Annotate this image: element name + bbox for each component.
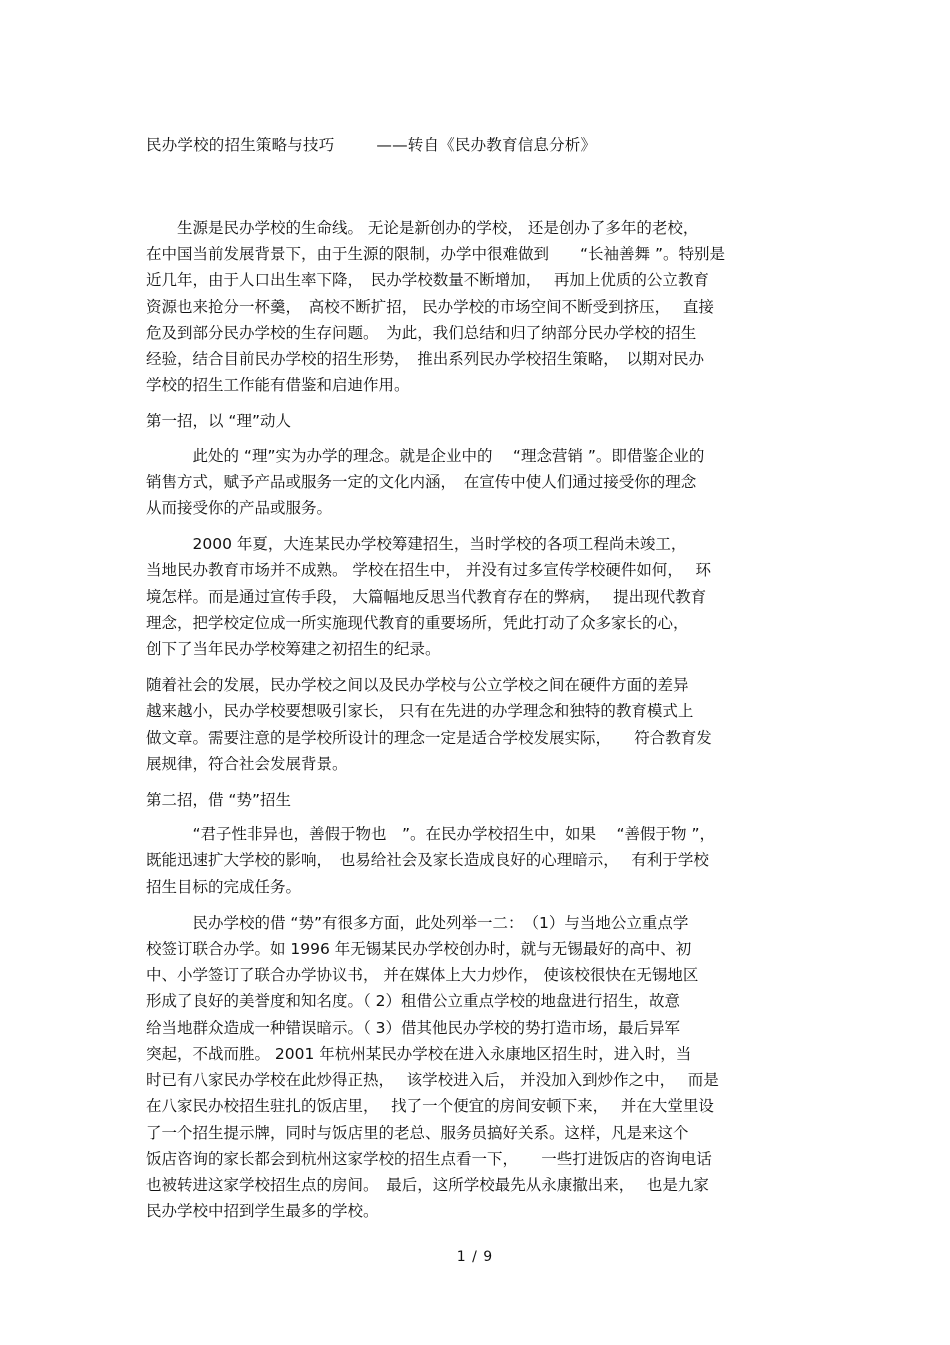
document-body [146,215,808,1224]
paragraph-line: 生源是民办学校的生命线。 无论是新创办的学校， 还是创办了多年的老校， [146,219,699,237]
document-title [146,133,596,155]
paragraph-line: 既能迅速扩大学校的影响， 也易给社会及家长造成良好的心理暗示， 有利于学校 [146,851,709,870]
paragraph-line: 越来越小，民办学校要想吸引家长， 只有在先进的办学理念和独特的教育模式上 [146,702,694,721]
paragraph-line: 当地民办教育市场并不成熟。 学校在招生中， 并没有过多宣传学校硬件如何， 环 [146,561,712,580]
paragraph-line: 近几年，由于人口出生率下降， 民办学校数量不断增加， 再加上优质的公立教育 [146,271,709,290]
heading-text: 第二招，借 “势”招生 [146,791,291,810]
paragraph-line: 中、小学签订了联合办学协议书， 并在媒体上大力炒作， 使该校很快在无锡地区 [146,966,699,985]
paragraph-line: 展规律，符合社会发展背景。 [146,754,348,773]
paragraph-line: 突起，不战而胜。 2001 年杭州某民办学校在进入永康地区招生时，进入时，当 [146,1044,692,1063]
paragraph-line: 校签订联合办学。如 1996 年无锡某民办学校创办时，就与无锡最好的高中、初 [146,940,692,959]
paragraph-line: 民办学校中招到学生最多的学校。 [146,1202,379,1221]
paragraph [146,531,808,662]
paragraph [146,910,808,1224]
paragraph-line: 境怎样。而是通过宣传手段， 大篇幅地反思当代教育存在的弊病， 提出现代教育 [146,587,707,606]
paragraph-line: 在八家民办校招生驻扎的饭店里， 找了一个便宜的房间安顿下来， 并在大堂里设 [146,1097,714,1116]
paragraph-line: 随着社会的发展，民办学校之间以及民办学校与公立学校之间在硬件方面的差异 [146,676,689,695]
page-number: 1 / 9 [456,1249,494,1265]
paragraph-line: 在中国当前发展背景下，由于生源的限制，办学中很难做到 “长袖善舞 ”。特别是 [146,245,725,264]
paragraph-line: 危及到部分民办学校的生存问题。 为此，我们总结和归了纳部分民办学校的招生 [146,323,697,342]
paragraph-line: 给当地群众造成一种错误暗示。（ 3）借其他民办学校的势打造市场，最后异军 [146,1018,681,1037]
paragraph-line: 从而接受你的产品或服务。 [146,499,333,518]
paragraph [146,821,808,900]
paragraph-line: 2000 年夏，大连某民办学校筹建招生，当时学校的各项工程尚未竣工， [146,535,687,554]
paragraph-line: 时已有八家民办学校在此炒得正热， 该学校进入后， 并没加入到炒作之中， 而是 [146,1071,719,1090]
paragraph-line: 民办学校的借 “势”有很多方面，此处列举一二： （1）与当地公立重点学 [146,913,689,932]
paragraph [146,672,808,777]
paragraph-line: 饭店咨询的家长都会到杭州这家学校的招生点看一下， 一些打进饭店的咨询电话 [146,1149,712,1168]
paragraph-line: 经验，结合目前民办学校的招生形势， 推出系列民办学校招生策略， 以期对民办 [146,350,705,369]
paragraph-line: 做文章。需要注意的是学校所设计的理念一定是适合学校发展实际， 符合教育发 [146,728,712,747]
section-heading [146,408,808,434]
paragraph-line: 学校的招生工作能有借鉴和启迪作用。 [146,376,410,395]
paragraph-line: 创下了当年民办学校筹建之初招生的纪录。 [146,640,441,659]
paragraph-line: 招生目标的完成任务。 [146,877,302,896]
paragraph-line: 此处的 “理”实为办学的理念。就是企业中的 “理念营销 ”。即借鉴企业的 [146,446,705,465]
section-heading [146,787,808,813]
title-main: 民办学校的招生策略与技巧 [146,136,335,154]
paragraph-line: 销售方式，赋予产品或服务一定的文化内涵， 在宣传中使人们通过接受你的理念 [146,472,697,491]
paragraph [146,443,808,522]
paragraph-line: 资源也来抢分一杯羹， 高校不断扩招， 民办学校的市场空间不断受到挤压， 直接 [146,297,714,316]
paragraph-line: 理念，把学校定位成一所实施现代教育的重要场所，凭此打动了众多家长的心， [146,613,689,632]
paragraph-line: 也被转进这家学校招生点的房间。 最后，这所学校最先从永康撤出来， 也是九家 [146,1175,709,1194]
paragraph-line: “君子性非异也，善假于物也 ”。在民办学校招生中，如果 “善假于物 ”， [146,825,715,844]
paragraph-line: 了一个招生提示牌，同时与饭店里的老总、服务员搞好关系。这样，凡是来这个 [146,1123,689,1142]
paragraph [146,215,808,398]
title-source: ——转自《民办教育信息分析》 [376,136,597,154]
heading-text: 第一招，以 “理”动人 [146,412,291,431]
paragraph-line: 形成了良好的美誉度和知名度。（ 2）租借公立重点学校的地盘进行招生，故意 [146,992,681,1011]
